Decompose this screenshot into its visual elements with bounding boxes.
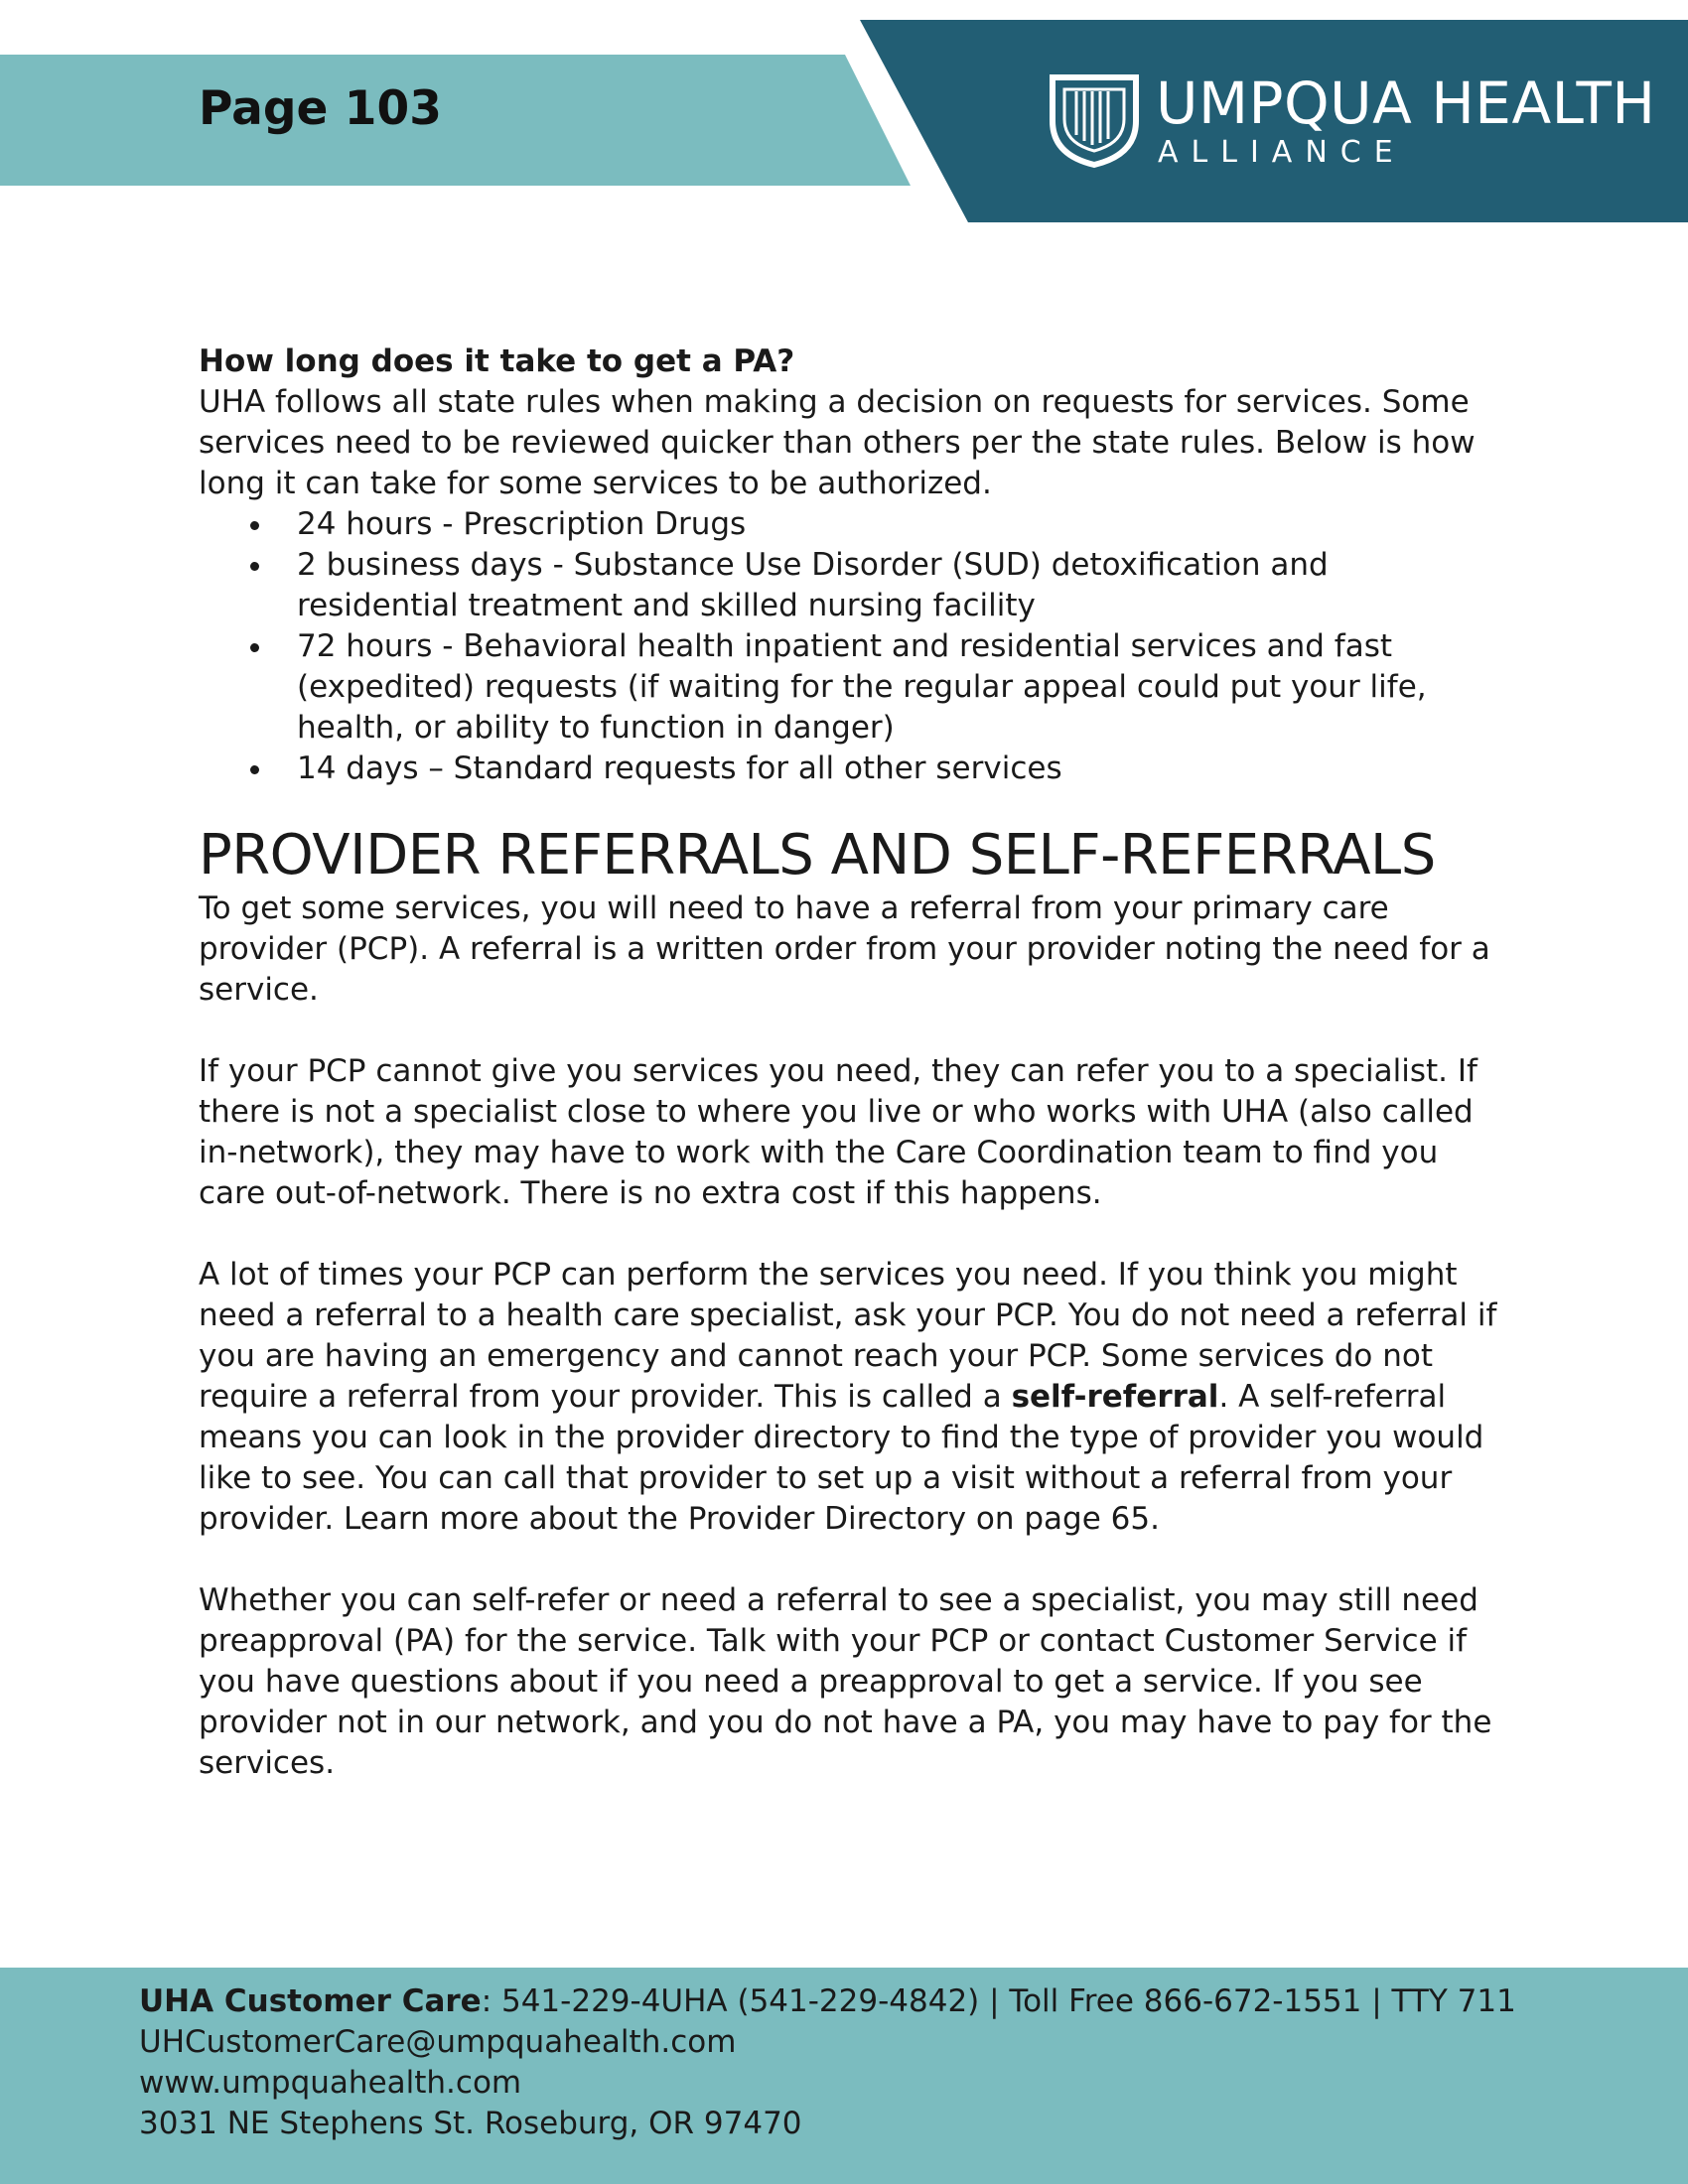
pa-question-heading: How long does it take to get a PA? bbox=[199, 343, 795, 379]
referral-paragraph-2: If your PCP cannot give you services you need, they can refer you to a specialist. If there is not a specialist close to where you live or who works with UHA (also called in-network), they may have to work with the Care Coordination team to find you care out-of-network. There is no extra cost if this happens. bbox=[199, 1053, 1477, 1211]
list-item: 2 business days - Substance Use Disorder (SUD) detoxification and residential treatment and skilled nursing facility bbox=[199, 545, 1499, 626]
customer-care-label: UHA Customer Care bbox=[139, 1983, 482, 2019]
contact-email[interactable]: UHCustomerCare@umpquahealth.com bbox=[139, 2024, 737, 2060]
customer-care-numbers: : 541-229-4UHA (541-229-4842) | Toll Free 866-672-1551 | TTY 711 bbox=[481, 1983, 1516, 2019]
light-teal-band bbox=[0, 55, 911, 186]
header-banner bbox=[0, 0, 1688, 228]
pa-timeline-list bbox=[199, 504, 1499, 789]
self-referral-term: self-referral bbox=[1011, 1379, 1219, 1415]
umpqua-logo bbox=[1045, 69, 1656, 179]
page-number-label: Page 103 bbox=[199, 81, 442, 136]
logo-shield-icon bbox=[1045, 69, 1144, 169]
list-item: 14 days – Standard requests for all other services bbox=[199, 749, 1499, 789]
referral-paragraph-3 bbox=[199, 1255, 1499, 1540]
list-item: 24 hours - Prescription Drugs bbox=[199, 504, 1499, 545]
pa-intro-paragraph: UHA follows all state rules when making a decision on requests for services. Some services need to be reviewed quicker than others per the state rules. Below is how long it can take for some services to be authorized. bbox=[199, 384, 1476, 501]
section-title: PROVIDER REFERRALS AND SELF-REFERRALS bbox=[199, 823, 1436, 887]
list-item: 72 hours - Behavioral health inpatient and residential services and fast (expedited) requests (if waiting for the regular appeal could put your life, health, or ability to function in danger) bbox=[199, 626, 1499, 749]
mailing-address: 3031 NE Stephens St. Roseburg, OR 97470 bbox=[139, 2106, 802, 2141]
referral-paragraph-4: Whether you can self-refer or need a referral to see a specialist, you may still need preapproval (PA) for the service. Talk with your PCP or contact Customer Service if you have questions about if you need a preapproval to get a service. If you see provider not in our network, and you do not have a PA, you may have to pay for the services. bbox=[199, 1582, 1492, 1781]
paragraph-text: A lot of times your PCP can perform the services you need. If you think you might need a referral to a health care specialist, ask your PCP. You do not need a referral if you are having an emergency and cannot reach your PCP. Some services do not require a referral from your provider. This is called a bbox=[199, 1257, 1497, 1415]
page-content bbox=[199, 341, 1499, 1784]
logo-name: UMPQUA HEALTH bbox=[1156, 69, 1656, 137]
footer-contact bbox=[139, 1981, 1516, 2144]
website-link[interactable]: www.umpquahealth.com bbox=[139, 2065, 522, 2101]
footer bbox=[0, 1968, 1688, 2184]
paragraph-text: . A self-referral means you can look in the provider directory to find the type of provider you would like to see. You can call that provider to set up a visit without a referral from your provider. Learn more about the Provider Directory on page 65. bbox=[199, 1379, 1484, 1537]
referral-paragraph-1: To get some services, you will need to have a referral from your primary care provider (PCP). A referral is a written order from your provider noting the need for a service. bbox=[199, 890, 1490, 1008]
logo-subtitle: ALLIANCE bbox=[1158, 135, 1406, 170]
customer-care-line bbox=[139, 1981, 1516, 2022]
